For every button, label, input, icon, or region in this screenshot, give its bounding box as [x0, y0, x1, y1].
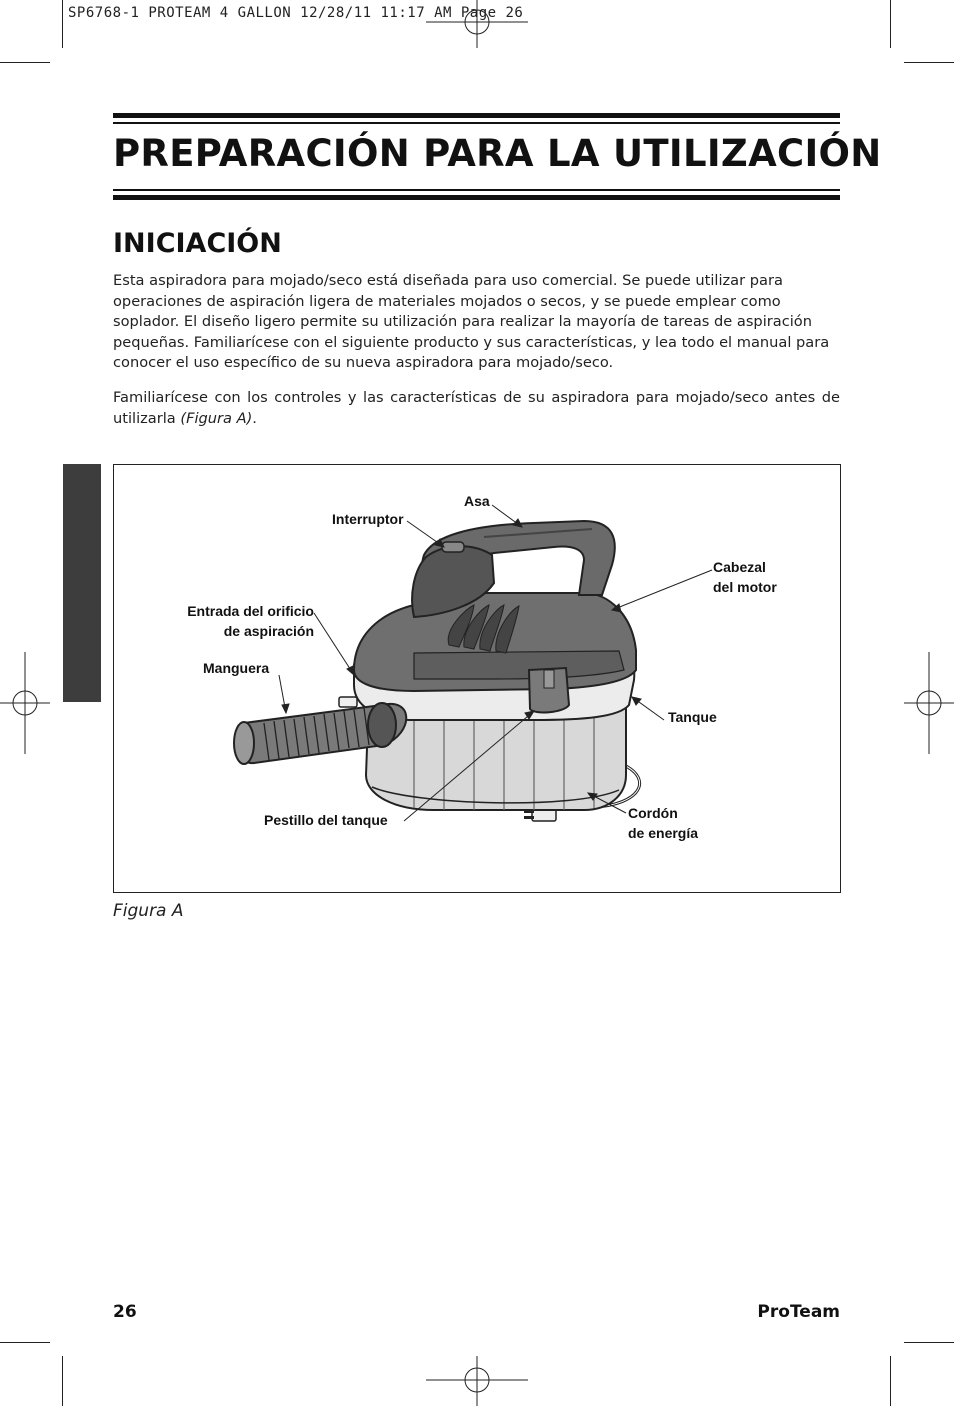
switch-icon: [442, 542, 464, 552]
title-rule-top-thick: [113, 113, 840, 118]
crop-mark: [62, 1356, 63, 1406]
label-cabezal-line1: Cabezal: [713, 559, 766, 575]
registration-mark-right: [904, 652, 954, 754]
label-entrada-line1: Entrada del orificio: [187, 603, 314, 619]
label-manguera: Manguera: [203, 660, 270, 676]
crop-mark: [890, 0, 891, 48]
page-title: PREPARACIÓN PARA LA UTILIZACIÓN: [113, 132, 882, 175]
title-rule-top-thin: [113, 122, 840, 124]
label-cordon: [628, 803, 698, 843]
label-cordon-line1: Cordón: [628, 805, 678, 821]
page-number: 26: [113, 1302, 137, 1322]
label-cabezal-line2: del motor: [713, 579, 777, 595]
label-entrada: [154, 601, 314, 641]
controls-paragraph: [113, 388, 840, 429]
crop-mark: [0, 1342, 50, 1343]
figure-caption: Figura A: [113, 901, 184, 921]
figure-reference: (Figura A): [180, 409, 253, 427]
title-rule-bottom-thin: [113, 189, 840, 191]
title-rule-bottom-thick: [113, 195, 840, 200]
vacuum-illustration: [114, 465, 840, 892]
label-pestillo: Pestillo del tanque: [264, 812, 388, 828]
side-tab: [63, 464, 101, 702]
intro-paragraph: Esta aspiradora para mojado/seco está diseñada para uso comercial. Se puede utilizar para operaciones de aspiración ligera de materiales mojados o secos, y se puede emplear como soplador. El diseño ligero permite su utilización para realizar la mayoría de tareas de aspiración pequeñas. Familiarícese con el siguiente producto y sus características, y lea todo el manual para conocer el uso específico de su nueva aspiradora para mojado/seco.: [113, 272, 830, 371]
label-entrada-line2: de aspiración: [223, 623, 314, 639]
section-heading: INICIACIÓN: [113, 228, 282, 259]
brand-name: ProTeam: [757, 1302, 840, 1322]
registration-mark-top: [426, 0, 528, 50]
crop-mark: [904, 62, 954, 63]
label-cordon-line2: de energía: [628, 825, 699, 841]
crop-mark: [62, 0, 63, 48]
crop-mark: [0, 62, 50, 63]
crop-mark: [890, 1356, 891, 1406]
registration-mark-left: [0, 652, 50, 754]
controls-paragraph-end: .: [252, 409, 257, 427]
latch-icon: [529, 668, 569, 712]
label-interruptor: Interruptor: [332, 511, 404, 527]
registration-mark-bottom: [426, 1356, 528, 1406]
label-asa: Asa: [464, 493, 490, 509]
controls-paragraph-text: Familiarícese con los controles y las características de su aspiradora para mojado/seco antes de utilizarla: [113, 389, 840, 427]
label-tanque: Tanque: [668, 709, 717, 725]
crop-mark: [904, 1342, 954, 1343]
print-slug: SP6768-1 PROTEAM 4 GALLON 12/28/11 11:17 AM Page 26: [68, 5, 524, 21]
figure-box: [113, 464, 841, 893]
label-cabezal: [713, 557, 777, 597]
